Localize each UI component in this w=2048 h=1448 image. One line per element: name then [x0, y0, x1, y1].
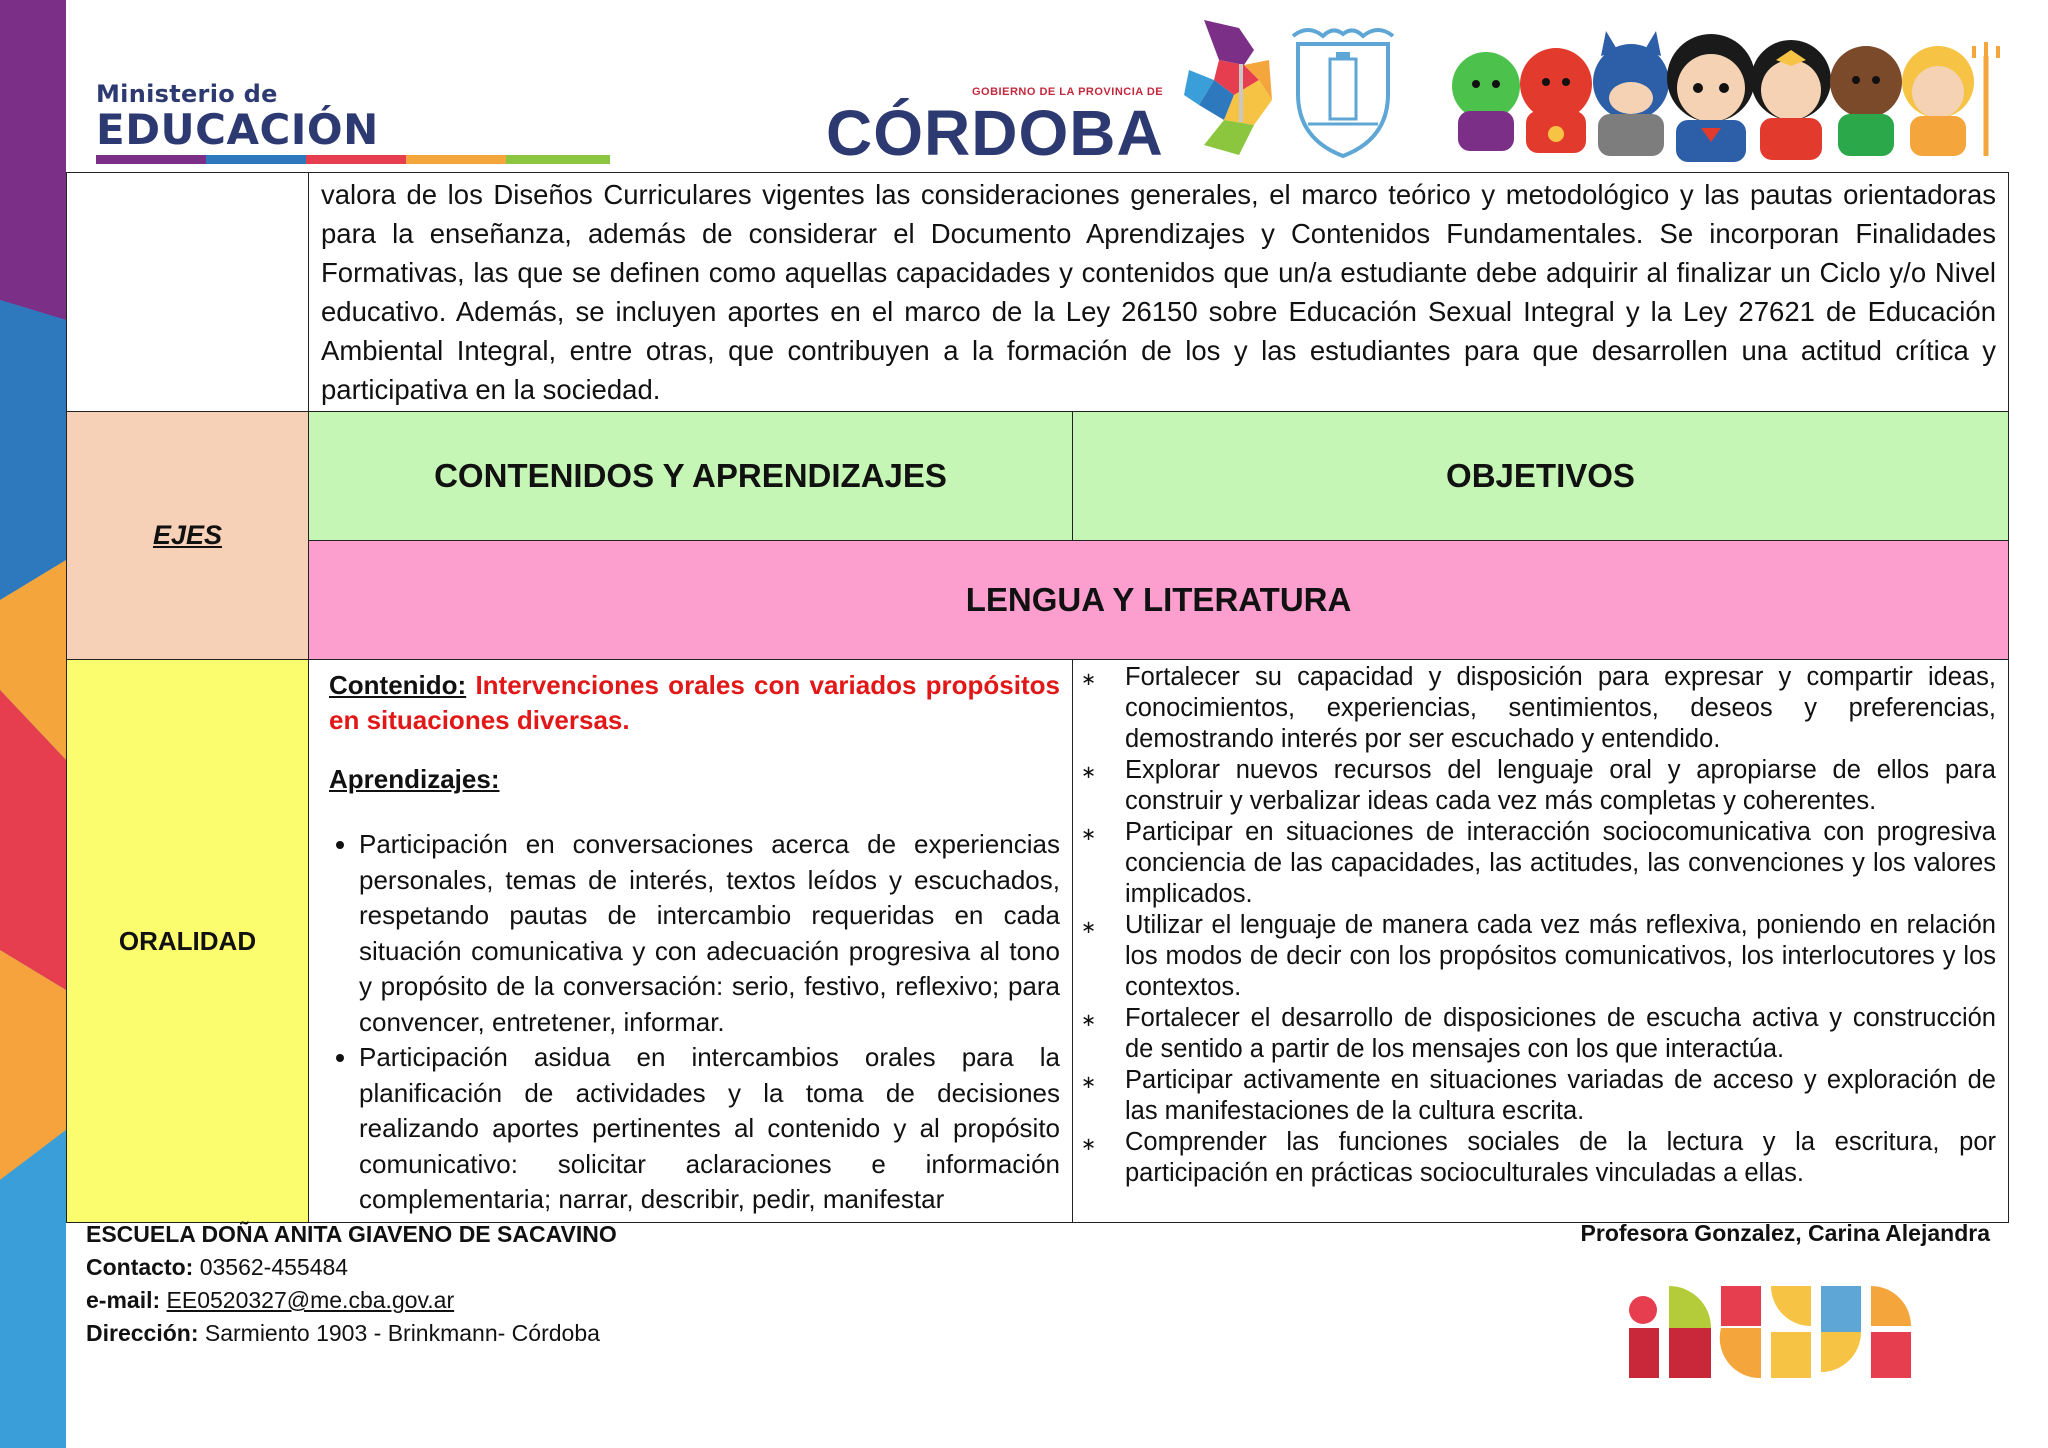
teacher-name: Profesora Gonzalez, Carina Alejandra: [1580, 1220, 1990, 1246]
objetivos-cell: [1073, 660, 2009, 1223]
objetivo-item: ∗ Explorar nuevos recursos del lenguaje oral y apropiarse de ellos para construir y verbalizar ideas cada vez más completas y coherentes.: [1081, 756, 1996, 815]
side-color-stripe: [0, 0, 66, 1448]
superhero-kids-illustration: [1446, 16, 2046, 166]
contenido-text: Intervenciones orales con variados propósitos en situaciones diversas.: [329, 670, 1060, 735]
contact-phone: 03562-455484: [193, 1254, 349, 1280]
objetivo-item: ∗ Fortalecer el desarrollo de disposiciones de escucha activa y construcción de sentido a partir de los mensajes con los que interactúa.: [1081, 1004, 1996, 1063]
ministry-logo: Ministerio de EDUCACIÓN: [96, 80, 379, 154]
oralidad-row: [67, 660, 2009, 1223]
asterisk-bullet-icon: ∗: [1081, 917, 1097, 937]
ejes-label: EJES: [152, 520, 223, 550]
header-row: [67, 412, 2009, 541]
intro-row: [67, 173, 2009, 412]
intro-cell: [309, 173, 2009, 412]
aprendizajes-label: Aprendizajes:: [329, 764, 500, 794]
ejes-header-cell: [67, 412, 309, 660]
eje-oralidad: ORALIDAD: [67, 660, 309, 1223]
aprendizajes-list: [329, 827, 1060, 1218]
aprendizaje-item: • Participación asidua en intercambios orales para la planificación de actividades y la toma de decisiones realizando aportes pertinentes al contenido y al propósito comunicativo: solicitar aclaraciones e información complementaria; narrar, describir, pedir, manifestar: [359, 1040, 1060, 1218]
contenidos-header: CONTENIDOS Y APRENDIZAJES: [309, 412, 1073, 541]
school-name: ESCUELA DOÑA ANITA GIAVENO DE SACAVINO: [86, 1221, 617, 1247]
intro-paragraph: valora de los Diseños Curriculares vigentes las consideraciones generales, el marco teórico y metodológico y las pautas orientadoras para la enseñanza, además de considerar el Documento Aprendizajes y Contenidos Fundamentales. Se incorporan Finalidades Formativas, las que se definen como aquellas capacidades y contenidos que un/a estudiante debe adquirir al finalizar un Ciclo y/o Nivel educativo. Además, se incluyen aportes en el marco de la Ley 26150 sobre Educación Sexual Integral y la Ley 27621 de Educación Ambiental Integral, entre otras, que contribuyen a la formación de los y las estudiantes para que desarrollen una actitud crítica y participativa en la sociedad.: [321, 179, 1996, 405]
objetivo-item: ∗ Fortalecer su capacidad y disposición para expresar y compartir ideas, conocimientos, experiencias, sentimientos, deseos y preferencias, demostrando interés por ser escuchado y entendido.: [1081, 663, 1996, 753]
intro-empty-cell: [67, 173, 309, 412]
asterisk-bullet-icon: ∗: [1081, 824, 1097, 844]
objetivo-item: ∗ Participar activamente en situaciones variadas de acceso y exploración de las manifestaciones de la cultura escrita.: [1081, 1066, 1996, 1125]
colorful-shapes-logo-icon: [1625, 1282, 1925, 1382]
city-seal-icon: [1288, 24, 1398, 159]
email-line: e-mail: EE0520327@me.cba.gov.ar: [86, 1287, 455, 1313]
asterisk-bullet-icon: ∗: [1081, 762, 1097, 782]
planning-table: [66, 172, 2009, 1223]
objetivo-item: ∗ Participar en situaciones de interacción sociocomunicativa con progresiva conciencia de las capacidades, las actitudes, las convenciones y los valores implicados.: [1081, 818, 1996, 908]
area-header: LENGUA Y LITERATURA: [309, 541, 2009, 660]
address-value: Sarmiento 1903 - Brinkmann- Córdoba: [198, 1320, 600, 1346]
aprendizaje-item: • Participación en conversaciones acerca de experiencias personales, temas de interés, textos leídos y escuchados, respetando pautas de intercambio requeridas en cada situación comunicativa y con adecuación progresiva al tono y propósito de la conversación: serio, festivo, reflexivo; para convencer, entretener, informar.: [359, 827, 1060, 1040]
objetivo-item: ∗ Utilizar el lenguaje de manera cada vez más reflexiva, poniendo en relación los modos de decir con los propósitos comunicativos, los interlocutores y los contextos.: [1081, 911, 1996, 1001]
contenidos-cell: [309, 660, 1073, 1223]
asterisk-bullet-icon: ∗: [1081, 1010, 1097, 1030]
contenido-label: Contenido:: [329, 670, 467, 700]
page-header: [66, 0, 2048, 172]
cordoba-province-logo-icon: [1184, 20, 1274, 160]
objetivo-item: ∗ Comprender las funciones sociales de la lectura y la escritura, por participación en prácticas socioculturales vinculadas a ellas.: [1081, 1128, 1996, 1187]
asterisk-bullet-icon: ∗: [1081, 1072, 1097, 1092]
asterisk-bullet-icon: ∗: [1081, 669, 1097, 689]
objetivos-list: [1073, 660, 2008, 1189]
email-link[interactable]: EE0520327@me.cba.gov.ar: [166, 1287, 455, 1313]
address-line: Dirección: Sarmiento 1903 - Brinkmann- Córdoba: [86, 1320, 600, 1346]
contenido-block: [329, 668, 1060, 738]
page-footer: [86, 1218, 617, 1350]
objetivos-header: OBJETIVOS: [1073, 412, 2009, 541]
asterisk-bullet-icon: ∗: [1081, 1134, 1097, 1154]
contact-line: Contacto: 03562-455484: [86, 1254, 349, 1280]
cordoba-government-logo: GOBIERNO DE LA PROVINCIA DE CÓRDOBA: [822, 20, 1292, 160]
header-divider: [1239, 64, 1243, 122]
ministry-color-bar: [96, 155, 610, 164]
area-row: [67, 541, 2009, 660]
